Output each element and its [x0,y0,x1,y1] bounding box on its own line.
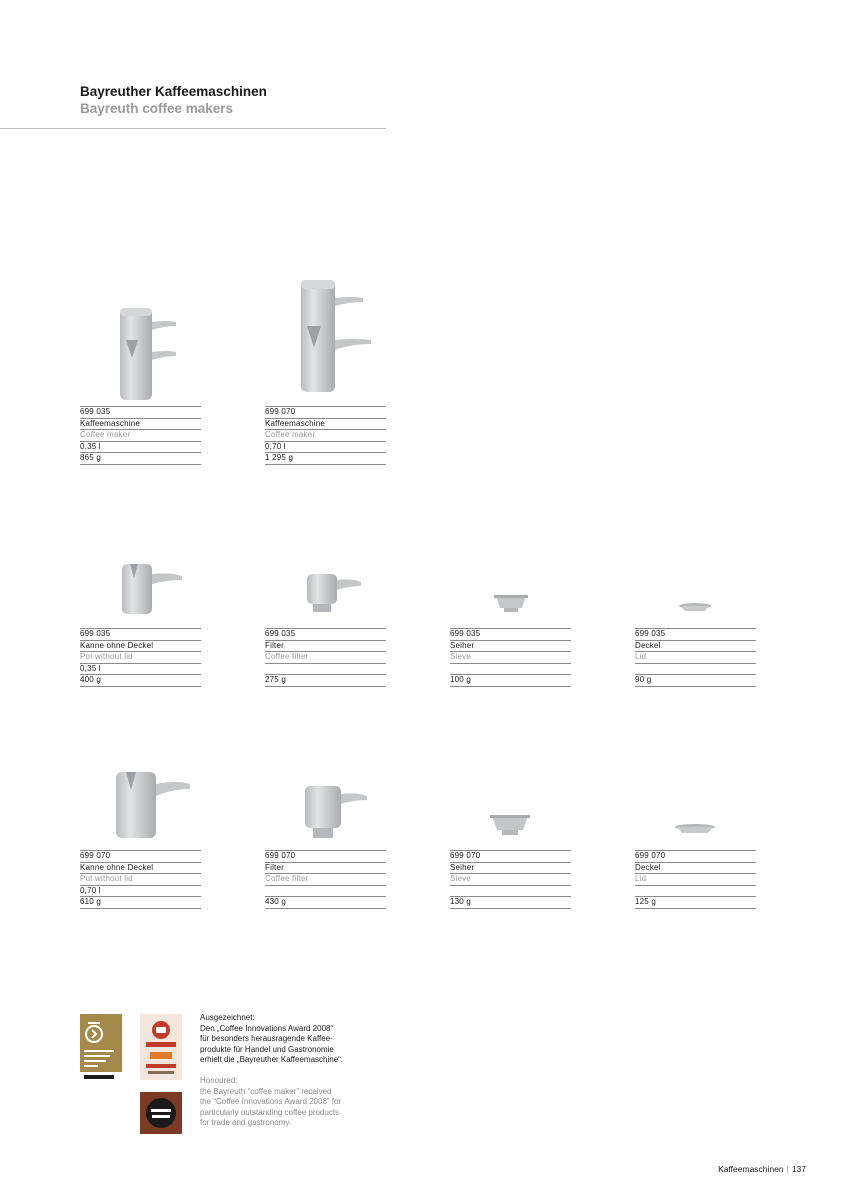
product-filter-035 [265,556,386,696]
product-name-en: Pot without lid [80,652,201,664]
product-lid-070 [635,764,756,918]
product-name-de: Deckel [635,863,756,875]
product-coffee-maker-070 [265,276,386,470]
filter-large-image [265,764,386,840]
product-weight: 610 g [80,897,201,909]
award-en-line: Honoured: [200,1075,238,1085]
product-number: 699 070 [265,406,386,419]
product-name-de: Seiher [450,863,571,875]
product-volume [635,664,756,676]
product-name-en: Lid [635,652,756,664]
product-name-de: Filter [265,863,386,875]
product-sieve-035 [450,556,571,696]
pot-large-image [80,764,201,840]
product-pot-035 [80,556,201,696]
product-name-de: Seiher [450,641,571,653]
product-name-de: Kanne ohne Deckel [80,863,201,875]
product-name-en: Coffee maker [265,430,386,442]
design-award-logo [80,1014,122,1080]
product-volume: 0,70 l [265,442,386,454]
product-weight: 400 g [80,675,201,687]
product-weight: 430 g [265,897,386,909]
product-volume [265,886,386,898]
product-sieve-070 [450,764,571,918]
product-name-en: Lid [635,874,756,886]
award-en-line: the Bayreuth “coffee maker” received [200,1086,332,1096]
sieve-large-image [450,764,571,840]
sieve-small-image [450,556,571,616]
product-pot-070 [80,764,201,918]
product-name-en: Sieve [450,874,571,886]
product-volume [635,886,756,898]
coffee-badge-logo [140,1092,182,1134]
product-volume [450,886,571,898]
product-name-en: Sieve [450,652,571,664]
page-number: 137 [791,1164,806,1174]
award-en-line: the “Coffee Innovations Award 2008” for [200,1097,342,1107]
product-weight: 865 g [80,453,201,465]
page-header [80,84,267,117]
product-name-de: Kaffeemaschine [80,419,201,431]
award-text-de [200,1013,390,1066]
award-description [200,1013,390,1129]
product-weight: 90 g [635,675,756,687]
pot-small-image [80,556,201,616]
product-number: 699 035 [80,406,201,419]
award-de-line: Ausgezeichnet: [200,1013,255,1022]
product-number: 699 070 [265,850,386,863]
product-weight: 275 g [265,675,386,687]
product-name-en: Pot without lid [80,874,201,886]
award-de-line: erhielt die „Bayreuther Kaffeemaschine“. [200,1055,344,1065]
filter-small-image [265,556,386,616]
product-name-en: Coffee maker [80,430,201,442]
product-name-de: Kanne ohne Deckel [80,641,201,653]
award-en-line: for trade and gastronomy. [200,1118,292,1128]
product-volume: 0,35 l [80,442,201,454]
product-weight: 125 g [635,897,756,909]
footer-section: Kaffeemaschinen [718,1164,784,1174]
product-number: 699 035 [265,628,386,641]
award-de-line: Den „Coffee Innovations Award 2008“ [200,1023,334,1033]
product-name-en: Coffee filter [265,652,386,664]
lid-small-image [635,556,756,616]
product-name-de: Filter [265,641,386,653]
coffee-maker-small-image [80,290,201,402]
award-text-en [200,1076,390,1129]
product-name-de: Kaffeemaschine [265,419,386,431]
product-number: 699 035 [635,628,756,641]
product-number: 699 070 [80,850,201,863]
product-number: 699 070 [635,850,756,863]
coffee-maker-large-image [265,276,386,402]
product-coffee-maker-035 [80,290,201,470]
product-volume: 0,70 l [80,886,201,898]
product-weight: 130 g [450,897,571,909]
award-de-line: für besonders herausragende Kaffee- [200,1034,333,1044]
footer-separator: | [786,1164,789,1174]
product-number: 699 035 [450,628,571,641]
product-volume [450,664,571,676]
product-name-de: Deckel [635,641,756,653]
lid-large-image [635,764,756,840]
award-de-line: produkte für Handel und Gastronomie [200,1044,334,1054]
page-footer [718,1164,806,1174]
page-subtitle: Bayreuth coffee makers [80,101,234,116]
product-number: 699 070 [450,850,571,863]
award-en-line: particularly outstanding coffee products [200,1107,340,1117]
header-divider [0,128,386,129]
product-volume [265,664,386,676]
product-filter-070 [265,764,386,918]
coffee-innovations-award-logo [140,1014,182,1080]
page-title: Bayreuther Kaffeemaschinen [80,84,267,99]
product-weight: 100 g [450,675,571,687]
product-lid-035 [635,556,756,696]
product-volume: 0,35 l [80,664,201,676]
product-weight: 1 295 g [265,453,386,465]
product-name-en: Coffee filter [265,874,386,886]
product-number: 699 035 [80,628,201,641]
